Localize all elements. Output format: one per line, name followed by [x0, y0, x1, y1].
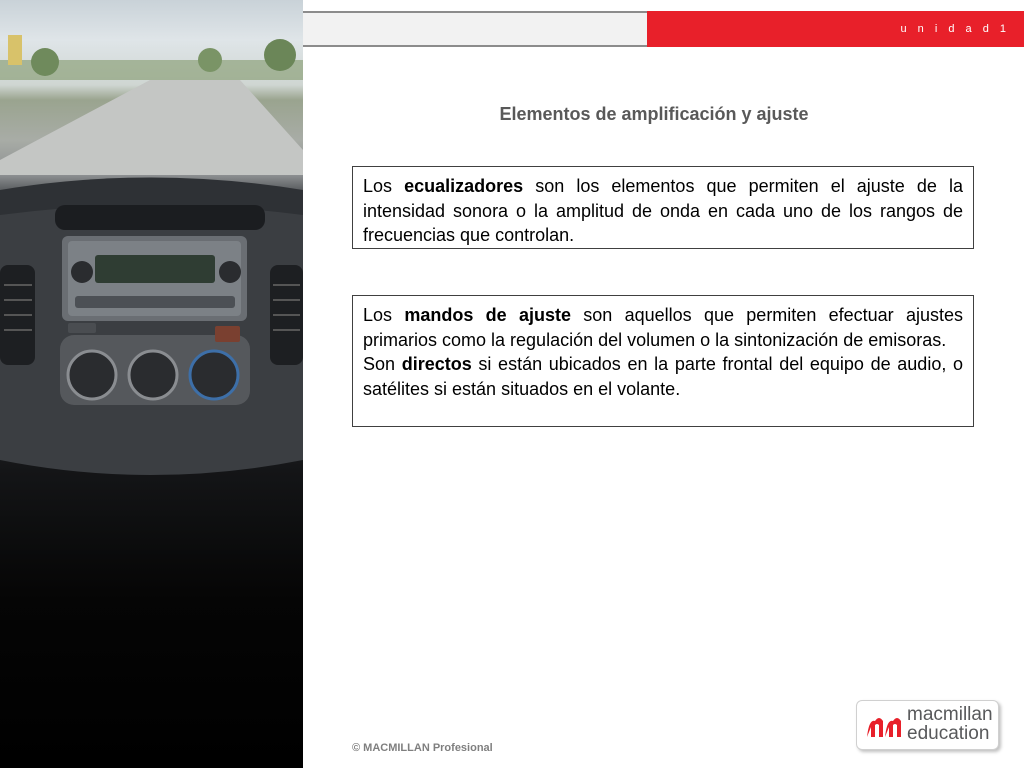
unit-label: u n i d a d 1 [900, 23, 1010, 35]
text-box-equalizers [352, 166, 974, 249]
direct-paragraph: Son directos si están ubicados en la parte frontal del equipo de audio, o satélites si están situados en el volante. [363, 354, 963, 399]
copyright-notice: © MACMILLAN Profesional [352, 742, 493, 754]
text-box-controls [352, 295, 974, 427]
equalizers-paragraph: Los ecualizadores son los elementos que permiten el ajuste de la intensidad sonora o la amplitud de onda en cada uno de los rangos de frecuencias que controlan. [363, 176, 963, 245]
macmillan-mark-icon [865, 711, 903, 741]
term-equalizers: ecualizadores [404, 176, 524, 196]
controls-paragraph: Los mandos de ajuste son aquellos que permiten efectuar ajustes primarios como la regulación del volumen o la sintonización de emisoras. [363, 305, 964, 350]
macmillan-logo [856, 700, 999, 750]
header-bar-grey [303, 11, 647, 47]
slide-title: Elementos de amplificación y ajuste [499, 104, 809, 124]
term-direct: directos [401, 354, 472, 374]
term-controls: mandos de ajuste [404, 305, 571, 325]
logo-wordmark: macmillan education [907, 704, 993, 744]
dashboard-photo [0, 0, 303, 768]
